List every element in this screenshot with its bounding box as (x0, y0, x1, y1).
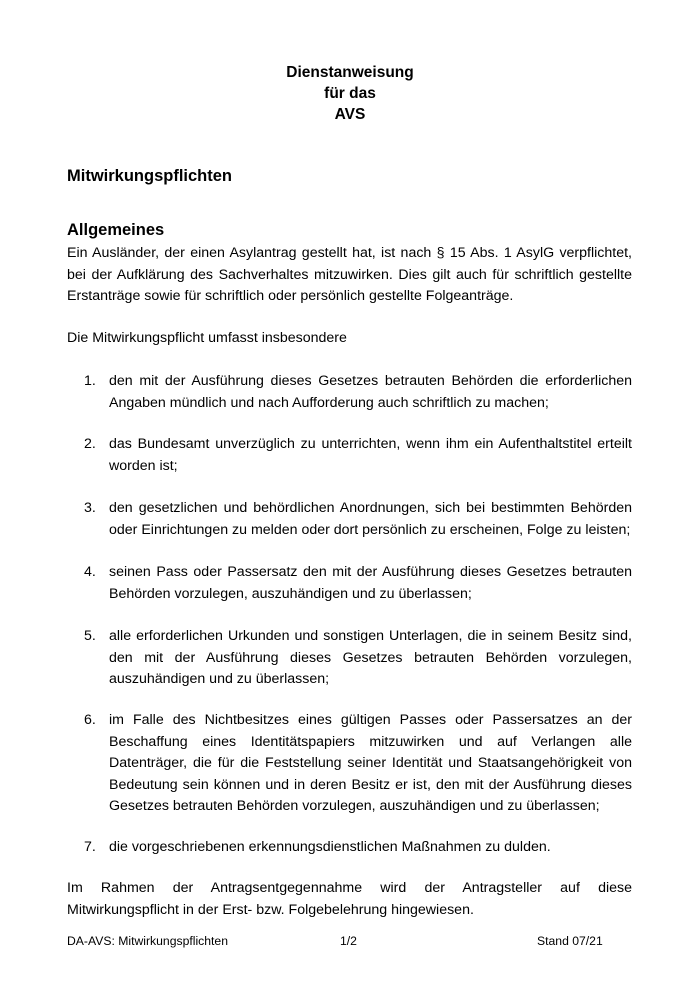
list-item-text: seinen Pass oder Passersatz den mit der Ausführung dieses Gesetzes betrauten Behörden vorzulegen, auszuhändigen und zu überlassen; (109, 564, 632, 602)
list-item-number: 2. (84, 436, 96, 452)
list-item-text: das Bundesamt unverzüglich zu unterrichten, wenn ihm ein Aufenthaltstitel erteilt worden ist; (109, 436, 632, 474)
title-line-3: AVS (334, 106, 366, 123)
closing-paragraph: Im Rahmen der Antragsentgegennahme wird der Antragsteller auf diese Mitwirkungspflicht in der Erst- bzw. Folgebelehrung hingewiesen. (67, 880, 632, 918)
list-item-text: im Falle des Nichtbesitzes eines gültigen Passes oder Passersatzes an der Beschaffung eines Identitätspapiers mitzuwirken und auf Verlangen alle Datenträger, die für die Feststellung seiner Identität und Staatsangehörigkeit von Bedeutung sein können und in deren Besitz er ist, den mit der Ausführung dieses Gesetzes betrauten Behörden vorzulegen, auszuhändigen und zu überlassen; (109, 712, 632, 815)
section-title: Mitwirkungspflichten (67, 167, 232, 185)
list-item-text: die vorgeschriebenen erkennungsdienstlichen Maßnahmen zu dulden. (109, 839, 551, 855)
list-item-text: den gesetzlichen und behördlichen Anordnungen, sich bei bestimmten Behörden oder Einrichtungen zu melden oder dort persönlich zu erscheinen, Folge zu leisten; (109, 500, 632, 538)
footer-page-number: 1/2 (340, 934, 357, 948)
footer-version: Stand 07/21 (537, 934, 603, 948)
title-line-1: Dienstanweisung (286, 64, 414, 81)
list-item-number: 4. (84, 564, 96, 580)
lead-paragraph: Die Mitwirkungspflicht umfasst insbesondere (67, 330, 347, 346)
list-item-number: 7. (84, 839, 96, 855)
list-item-number: 1. (84, 373, 96, 389)
footer-document-ref: DA-AVS: Mitwirkungspflichten (67, 934, 228, 948)
list-item-text: alle erforderlichen Urkunden und sonstigen Unterlagen, die in seinem Besitz sind, den mit der Ausführung dieses Gesetzes betrauten Behörden vorzulegen, auszuhändigen und zu überlassen; (109, 628, 632, 688)
list-item-text: den mit der Ausführung dieses Gesetzes betrauten Behörden die erforderlichen Angaben mündlich und nach Aufforderung auch schriftlich zu machen; (109, 373, 632, 411)
list-item-number: 5. (84, 628, 96, 644)
title-line-2: für das (324, 85, 376, 102)
list-item-number: 3. (84, 500, 96, 516)
subsection-title: Allgemeines (67, 221, 165, 239)
document-title (0, 62, 700, 125)
intro-paragraph: Ein Ausländer, der einen Asylantrag gestellt hat, ist nach § 15 Abs. 1 AsylG verpflichtet, bei der Aufklärung des Sachverhaltes mitzuwirken. Dies gilt auch für schriftlich gestellte Erstanträge sowie für schriftlich oder persönlich gestellte Folgeanträge. (67, 245, 632, 305)
list-item-number: 6. (84, 712, 96, 728)
